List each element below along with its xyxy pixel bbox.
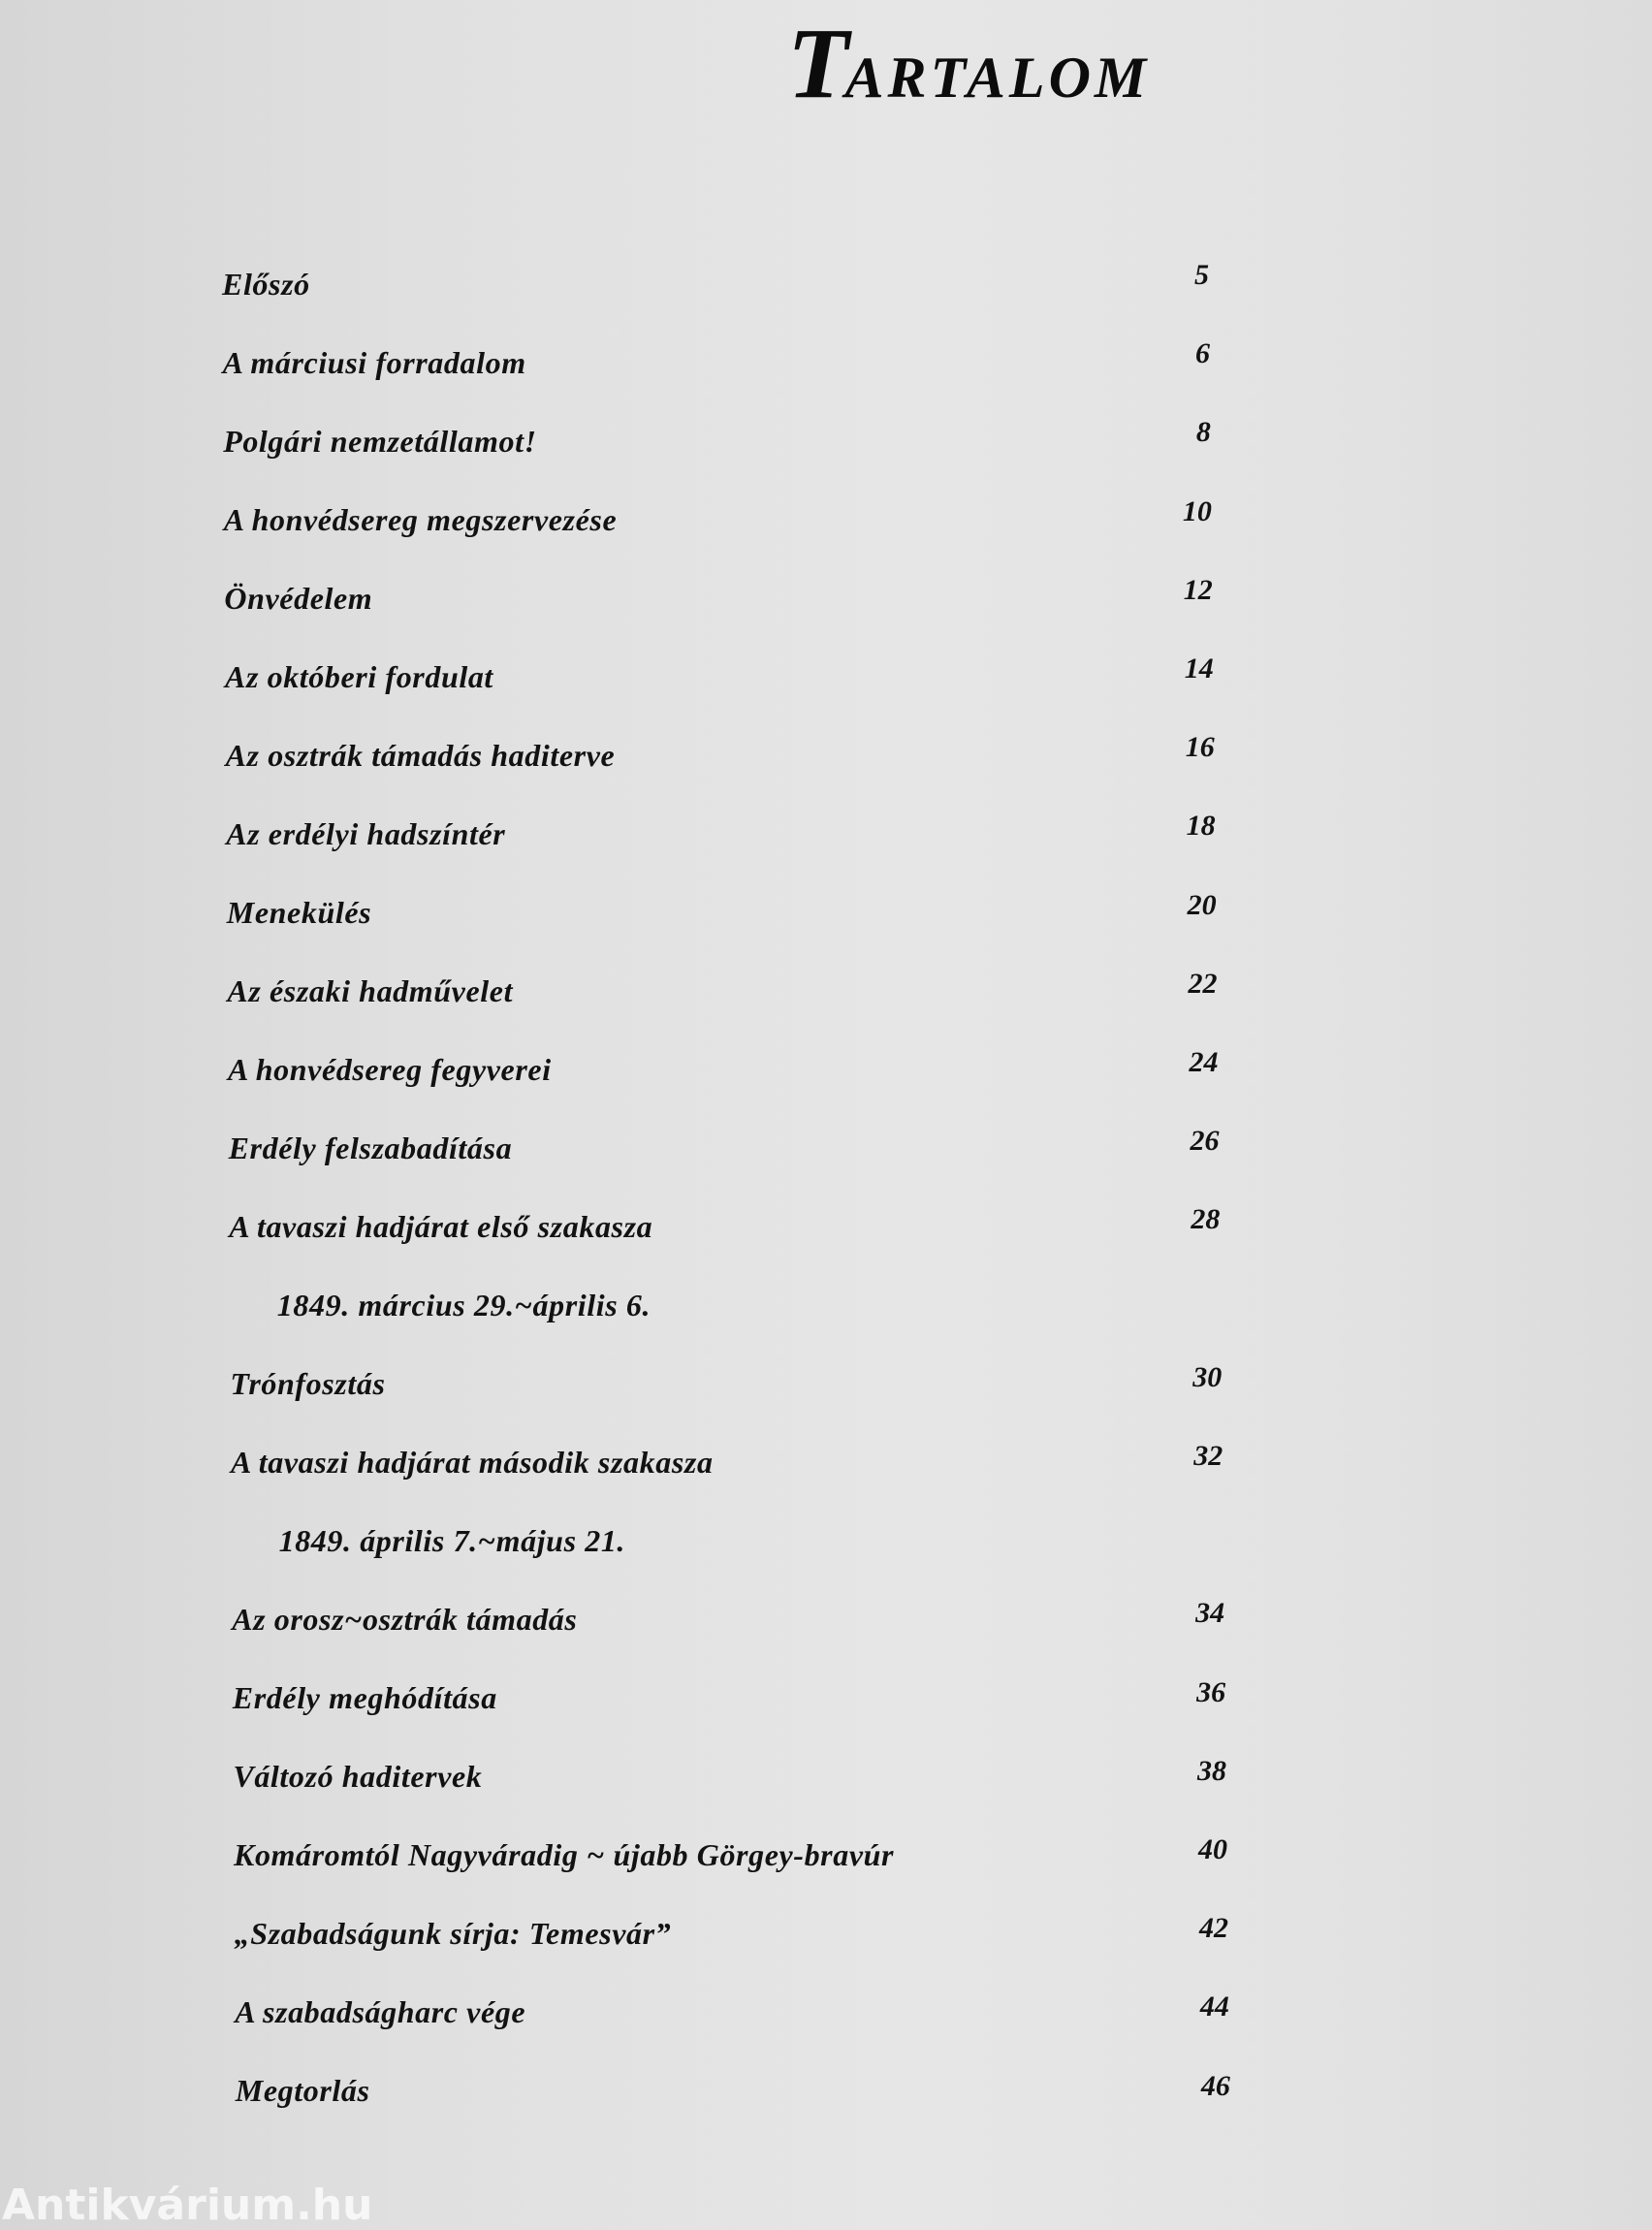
watermark [0,2181,407,2230]
toc-page-number: 22 [1188,967,1218,1000]
toc-page-number: 8 [1195,416,1211,449]
toc-entry-title: Az orosz~osztrák támadás [232,1602,578,1637]
toc-entry-title: Megtorlás [235,2073,370,2108]
page-title-text: TARTALOM [787,8,1151,119]
toc-entry-title: Trónfosztás [230,1366,386,1401]
toc-entry-title: A honvédsereg megszervezése [223,502,618,537]
toc-page-number: 34 [1195,1597,1225,1630]
toc-page-number: 18 [1186,810,1216,843]
toc-entry-title: Változó haditervek [233,1759,483,1794]
toc-page-number: 46 [1200,2069,1230,2102]
toc-page-number: 40 [1198,1833,1227,1865]
toc-entry-title: A honvédsereg fegyverei [228,1052,552,1087]
toc-entry-title: „Szabadságunk sírja: Temesvár” [234,1916,672,1951]
toc-page-number: 12 [1183,573,1213,606]
toc-entry-title: Az északi hadművelet [227,973,514,1008]
toc-page-number: 20 [1187,888,1217,921]
toc-entry-title: Komáromtól Nagyváradig ~ újabb Görgey-bravúr [234,1837,895,1872]
toc-entry-title: Önvédelem [224,581,373,616]
toc-page-number: 44 [1199,1991,1229,2023]
toc-page-number: 30 [1192,1360,1223,1393]
toc-entry-title: Erdély felszabadítása [228,1131,513,1165]
toc-entry-title: Előszó [222,267,310,302]
toc-entry-title: Az erdélyi hadszíntér [226,816,506,851]
toc-page-number: 24 [1189,1046,1219,1078]
toc-page-number: 36 [1196,1675,1226,1708]
toc-entry-title: Az októberi fordulat [225,659,493,694]
toc-page-number: 28 [1191,1203,1221,1236]
toc-page-number: 32 [1193,1440,1223,1472]
toc-page-number: 6 [1194,337,1210,370]
toc-subtitle-text: 1849. április 7.~május 21. [278,1523,626,1558]
toc-entry-title: A tavaszi hadjárat második szakasza [231,1445,714,1480]
toc-entry-title: A márciusi forradalom [222,345,526,380]
toc-page-number: 26 [1190,1125,1220,1158]
toc-subtitle-text: 1849. március 29.~április 6. [276,1288,651,1322]
toc-page-number: 38 [1197,1754,1227,1787]
toc-page-number: 5 [1194,259,1209,291]
toc-entry-title: A szabadságharc vége [235,1994,526,2029]
watermark-text: Antikvárium.hu [2,2181,373,2230]
toc-entry-title: Az osztrák támadás haditerve [225,738,616,773]
toc-entry-title: A tavaszi hadjárat első szakasza [229,1209,653,1244]
toc-entry-title: Polgári nemzetállamot! [223,424,537,459]
toc-page-number: 10 [1182,494,1212,527]
toc-entry-title: Erdély meghódítása [232,1680,497,1715]
toc-page-number: 42 [1198,1912,1228,1945]
toc-page-number: 14 [1184,653,1214,685]
toc-page-number: 16 [1185,731,1215,764]
toc-entry-title: Menekülés [226,895,372,930]
